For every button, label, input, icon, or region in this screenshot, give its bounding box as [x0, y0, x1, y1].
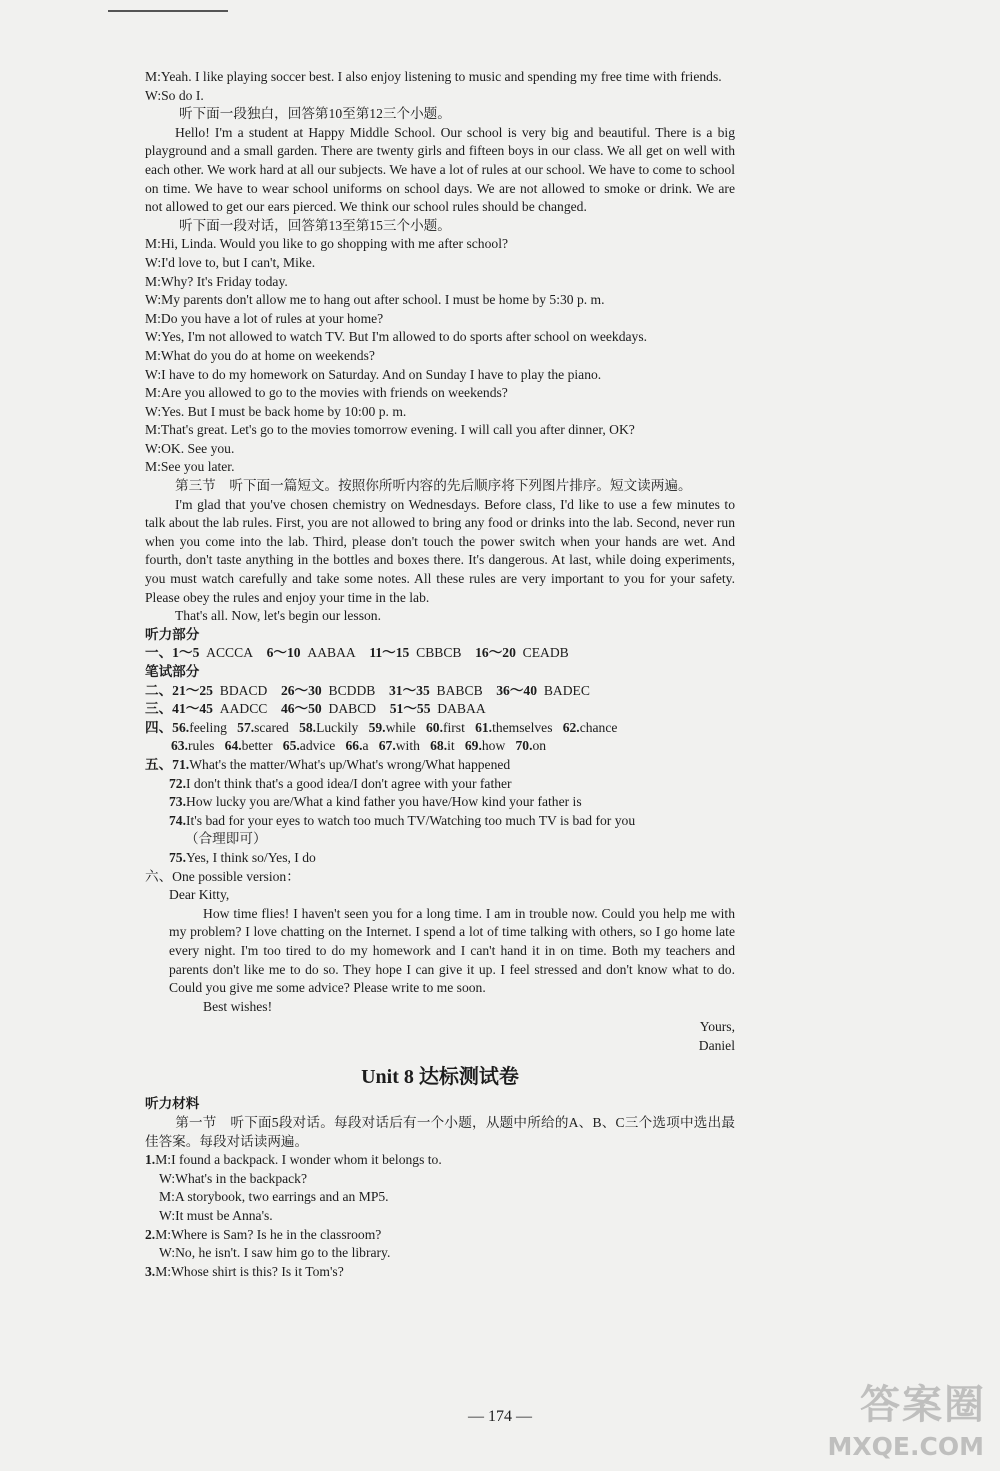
written-heading: 笔试部分	[145, 664, 200, 679]
answer-key: 五、71.	[145, 756, 190, 772]
answer-line-1	[145, 644, 735, 663]
answer-value: CBBCB	[416, 645, 462, 661]
dialog-line	[145, 384, 735, 403]
speaker: M:	[145, 459, 161, 475]
utterance: What's in the backpack?	[175, 1170, 308, 1186]
answer-key: 一、1～5	[145, 645, 200, 661]
watermark-logo: 答案圈	[860, 1382, 986, 1428]
answer-key: 70.	[515, 738, 533, 754]
letter-greeting: Dear Kitty,	[169, 887, 230, 903]
answer-line-4a	[145, 719, 735, 738]
answer-value: AADCC	[219, 701, 268, 717]
speaker: W:	[159, 1208, 176, 1224]
answer-value: DABCD	[328, 701, 377, 717]
passage-end-text: That's all. Now, let's begin our lesson.	[175, 608, 382, 624]
top-rule	[108, 10, 228, 12]
dialog-line	[145, 421, 735, 440]
question-number: 1.	[145, 1152, 156, 1168]
speaker: M:	[155, 1226, 172, 1242]
dialog-line	[145, 366, 735, 385]
answer-value: What's the matter/What's up/What's wrong/What happened	[189, 756, 511, 772]
speaker: W:	[145, 403, 162, 419]
page-number: — 174 —	[468, 1408, 532, 1425]
answer-value: BABCB	[436, 682, 483, 698]
utterance: I found a backpack. I wonder whom it belongs to.	[171, 1152, 442, 1168]
q1-line	[145, 1188, 735, 1207]
passage-text: I'm glad that you've chosen chemistry on Wednesdays. Before class, I'd like to use a few minutes to talk about the lab rules. First, you are not allowed to bring any food or drinks into the lab. Second, never run when you come into the lab. Third, please don't touch the power switch when your hands are wet. And fourth, don't taste anything in the bottles and boxes there. It's dangerous. At last, while doing experiments, you must watch carefully and take some notes. All these rules are very important to you for your safety. Please obey the rules and enjoy your time in the lab.	[145, 496, 735, 605]
utterance: So do I.	[161, 87, 204, 103]
answer-value: AABAA	[307, 645, 356, 661]
utterance: It must be Anna's.	[175, 1208, 273, 1224]
dialog-line	[145, 87, 735, 106]
dialog-line	[145, 347, 735, 366]
answer-value: BADEC	[543, 682, 590, 698]
monologue-text: Hello! I'm a student at Happy Middle School. Our school is very big and beautiful. There is a big playground and a small garden. There are twenty girls and fifteen boys in our class. We all get on well with each other. We work hard at all our subjects. We have a lot of rules at our school. We have to come to school on time. We have to wear school uniforms on school days. We are not allowed to smoke or drink. We are not allowed to get our ears pierced. We think our school rules should be changed.	[145, 124, 735, 215]
answer-key: 69.	[464, 738, 482, 754]
answer-key: 65.	[282, 738, 300, 754]
document-page	[145, 68, 735, 1281]
answer-value: CEADB	[522, 645, 569, 661]
letter-closing: Yours,	[699, 1019, 735, 1035]
speaker: W:	[159, 1170, 176, 1186]
speaker: W:	[159, 1245, 176, 1261]
utterance: Where is Sam? Is he in the classroom?	[171, 1226, 382, 1242]
answer-key: 16～20	[475, 645, 516, 661]
answer-value: themselves	[492, 719, 553, 735]
speaker: M:	[155, 1152, 172, 1168]
answer-value: a	[362, 738, 369, 754]
unit-title: Unit 8 达标测试卷	[361, 1066, 519, 1089]
section1-text: 第一节 听下面5段对话。每段对话后有一个小题，从题中所给的A、B、C三个选项中选出最佳答案。每段对话读两遍。	[145, 1115, 735, 1149]
answer-value: I don't think that's a good idea/I don't agree with your father	[186, 775, 512, 791]
answer-key: 59.	[368, 719, 386, 735]
speaker: M:	[145, 69, 161, 84]
dialog-line	[145, 403, 735, 422]
utterance: Whose shirt is this? Is it Tom's?	[171, 1263, 344, 1279]
q1-line	[145, 1207, 735, 1226]
utterance: Why? It's Friday today.	[160, 273, 288, 289]
dialog-line	[145, 291, 735, 310]
speaker: W:	[145, 329, 162, 345]
answer-key: 四、56.	[145, 719, 190, 735]
dialog-line	[145, 273, 735, 292]
speaker: W:	[145, 366, 162, 382]
answer-key: 60.	[425, 719, 443, 735]
speaker: M:	[145, 236, 161, 252]
speaker: M:	[159, 1189, 175, 1205]
answer-value: feeling	[189, 719, 227, 735]
letter-body-text: How time flies! I haven't seen you for a long time. I am in trouble now. Could you help me with my problem? I love chatting on the Internet. I spend a lot of time talking with others, so I go home late every night. I'm too tired to do my homework and I can't hand it in on time. Both my teachers and parents don't like me to do so. They hope I can give it up. I feel stressed and don't know what to do. Could you give me some advice? Please write to me soon.	[169, 905, 735, 996]
speaker: W:	[145, 254, 162, 270]
answer-value: rules	[188, 738, 215, 754]
answer-key: 68.	[430, 738, 448, 754]
answer-value: on	[532, 738, 547, 754]
dialog-line	[145, 440, 735, 459]
answer-value: （合理即可）	[185, 831, 267, 847]
answer-key: 6～10	[266, 645, 301, 661]
answer-line-4b	[145, 737, 735, 756]
q2-line	[145, 1244, 735, 1263]
letter-body	[169, 905, 735, 998]
answer-key: 62.	[562, 719, 580, 735]
utterance: See you later.	[160, 459, 235, 475]
answer-value: Luckily	[316, 719, 359, 735]
passage-end	[145, 607, 735, 626]
utterance: Yes. But I must be back home by 10:00 p. m.	[161, 403, 407, 419]
utterance: I'd love to, but I can't, Mike.	[161, 254, 316, 270]
letter-signature: Daniel	[698, 1037, 735, 1053]
answer-value: It's bad for your eyes to watch too much TV/Watching too much TV is bad for you	[186, 812, 636, 828]
speaker: W:	[145, 440, 162, 456]
answer-value: it	[447, 738, 455, 754]
answer-value: Yes, I think so/Yes, I do	[186, 849, 316, 865]
dialog-top	[145, 68, 735, 105]
answer-key: 36～40	[496, 682, 538, 698]
answer-73	[145, 793, 735, 812]
answer-line-2	[145, 682, 735, 701]
q3-line	[145, 1263, 735, 1282]
speaker: M:	[145, 310, 161, 326]
question-number: 3.	[145, 1263, 156, 1279]
passage	[145, 496, 735, 608]
answer-key: 58.	[299, 719, 317, 735]
answer-value: better	[241, 738, 273, 754]
dialog-line	[145, 235, 735, 254]
utterance: My parents don't allow me to hang out after school. I must be home by 5:30 p. m.	[161, 292, 605, 308]
answer-key: 51～55	[389, 701, 431, 717]
answer-key: 11～15	[369, 645, 410, 661]
answer-key: 二、21～25	[145, 682, 213, 698]
question-number: 2.	[145, 1226, 156, 1242]
answer-value: how	[481, 738, 506, 754]
answer-value: BDACD	[219, 682, 268, 698]
q1-line	[145, 1170, 735, 1189]
answer-value: How lucky you are/What a kind father you have/How kind your father is	[186, 794, 582, 810]
section-five	[145, 756, 735, 868]
watermark-url: MXQE.COM	[827, 1432, 984, 1461]
answer-key: 57.	[237, 719, 255, 735]
answer-key: 73.	[169, 794, 186, 810]
dialog-line	[145, 254, 735, 273]
utterance: Do you have a lot of rules at your home?	[160, 310, 384, 326]
utterance: Hi, Linda. Would you like to go shopping with me after school?	[160, 236, 509, 252]
speaker: M:	[155, 1263, 172, 1279]
answer-key: 64.	[224, 738, 242, 754]
dialog-line	[145, 458, 735, 477]
speaker: M:	[145, 273, 161, 289]
answer-key: 66.	[345, 738, 363, 754]
answer-key: 26～30	[280, 682, 322, 698]
answer-value: first	[442, 719, 465, 735]
answer-71	[145, 756, 735, 775]
utterance: What do you do at home on weekends?	[160, 347, 375, 363]
section-instruction-13-15: 听下面一段对话，回答第13至第15三个小题。	[179, 217, 451, 233]
section3-text: 第三节 听下面一篇短文。按照你所听内容的先后顺序将下列图片排序。短文读两遍。	[175, 478, 692, 494]
answer-key: 46～50	[280, 701, 322, 717]
answer-value: with	[395, 738, 420, 754]
section3-instruction	[145, 477, 735, 496]
utterance: Yes, I'm not allowed to watch TV. But I'm allowed to do sports after school on weekdays.	[161, 329, 648, 345]
utterance: Are you allowed to go to the movies with friends on weekends?	[160, 385, 508, 401]
dialog-13-15	[145, 235, 735, 477]
answer-value: BCDDB	[328, 682, 376, 698]
answer-75	[145, 849, 735, 868]
section-six-heading: 六、One possible version：	[145, 868, 300, 884]
answer-value: scared	[254, 719, 289, 735]
speaker: W:	[145, 292, 162, 308]
answer-key: 72.	[169, 775, 186, 791]
answer-74	[145, 812, 735, 831]
answer-key: 67.	[378, 738, 396, 754]
letter-wishes: Best wishes!	[203, 998, 273, 1014]
q2-line	[145, 1226, 735, 1245]
answer-key: 75.	[169, 849, 186, 865]
utterance: Yeah. I like playing soccer best. I also enjoy listening to music and spending my free time with friends.	[160, 69, 722, 84]
utterance: OK. See you.	[161, 440, 235, 456]
answer-key: 61.	[475, 719, 493, 735]
answer-key: 31～35	[388, 682, 430, 698]
answer-note	[145, 830, 735, 849]
answer-value: DABAA	[437, 701, 486, 717]
dialog-line	[145, 310, 735, 329]
utterance: I have to do my homework on Saturday. And on Sunday I have to play the piano.	[161, 366, 602, 382]
section-instruction-10-12: 听下面一段独白，回答第10至第12三个小题。	[179, 106, 451, 122]
answer-value: ACCCA	[206, 645, 254, 661]
material-heading: 听力材料	[145, 1096, 200, 1112]
answer-line-3	[145, 700, 735, 719]
answer-key: 三、41～45	[145, 701, 213, 717]
answer-key: 74.	[169, 812, 186, 828]
monologue	[145, 124, 735, 217]
q1-line	[145, 1151, 735, 1170]
answer-value: chance	[579, 719, 618, 735]
dialog-line	[145, 68, 735, 87]
letter	[145, 886, 735, 1055]
watermark	[781, 1373, 986, 1463]
utterance: That's great. Let's go to the movies tomorrow evening. I will call you after dinner, OK?	[160, 422, 635, 438]
section1-instruction	[145, 1114, 735, 1151]
answer-72	[145, 775, 735, 794]
answer-value: while	[385, 719, 416, 735]
speaker: M:	[145, 385, 161, 401]
utterance: A storybook, two earrings and an MP5.	[174, 1189, 389, 1205]
answer-key: 63.	[171, 738, 188, 754]
listening-heading: 听力部分	[145, 626, 200, 642]
utterance: No, he isn't. I saw him go to the library.	[175, 1245, 391, 1261]
answer-value: advice	[299, 738, 336, 754]
dialog-line	[145, 328, 735, 347]
question-dialogs	[145, 1151, 735, 1281]
speaker: M:	[145, 347, 161, 363]
speaker: W:	[145, 87, 162, 103]
speaker: M:	[145, 422, 161, 438]
